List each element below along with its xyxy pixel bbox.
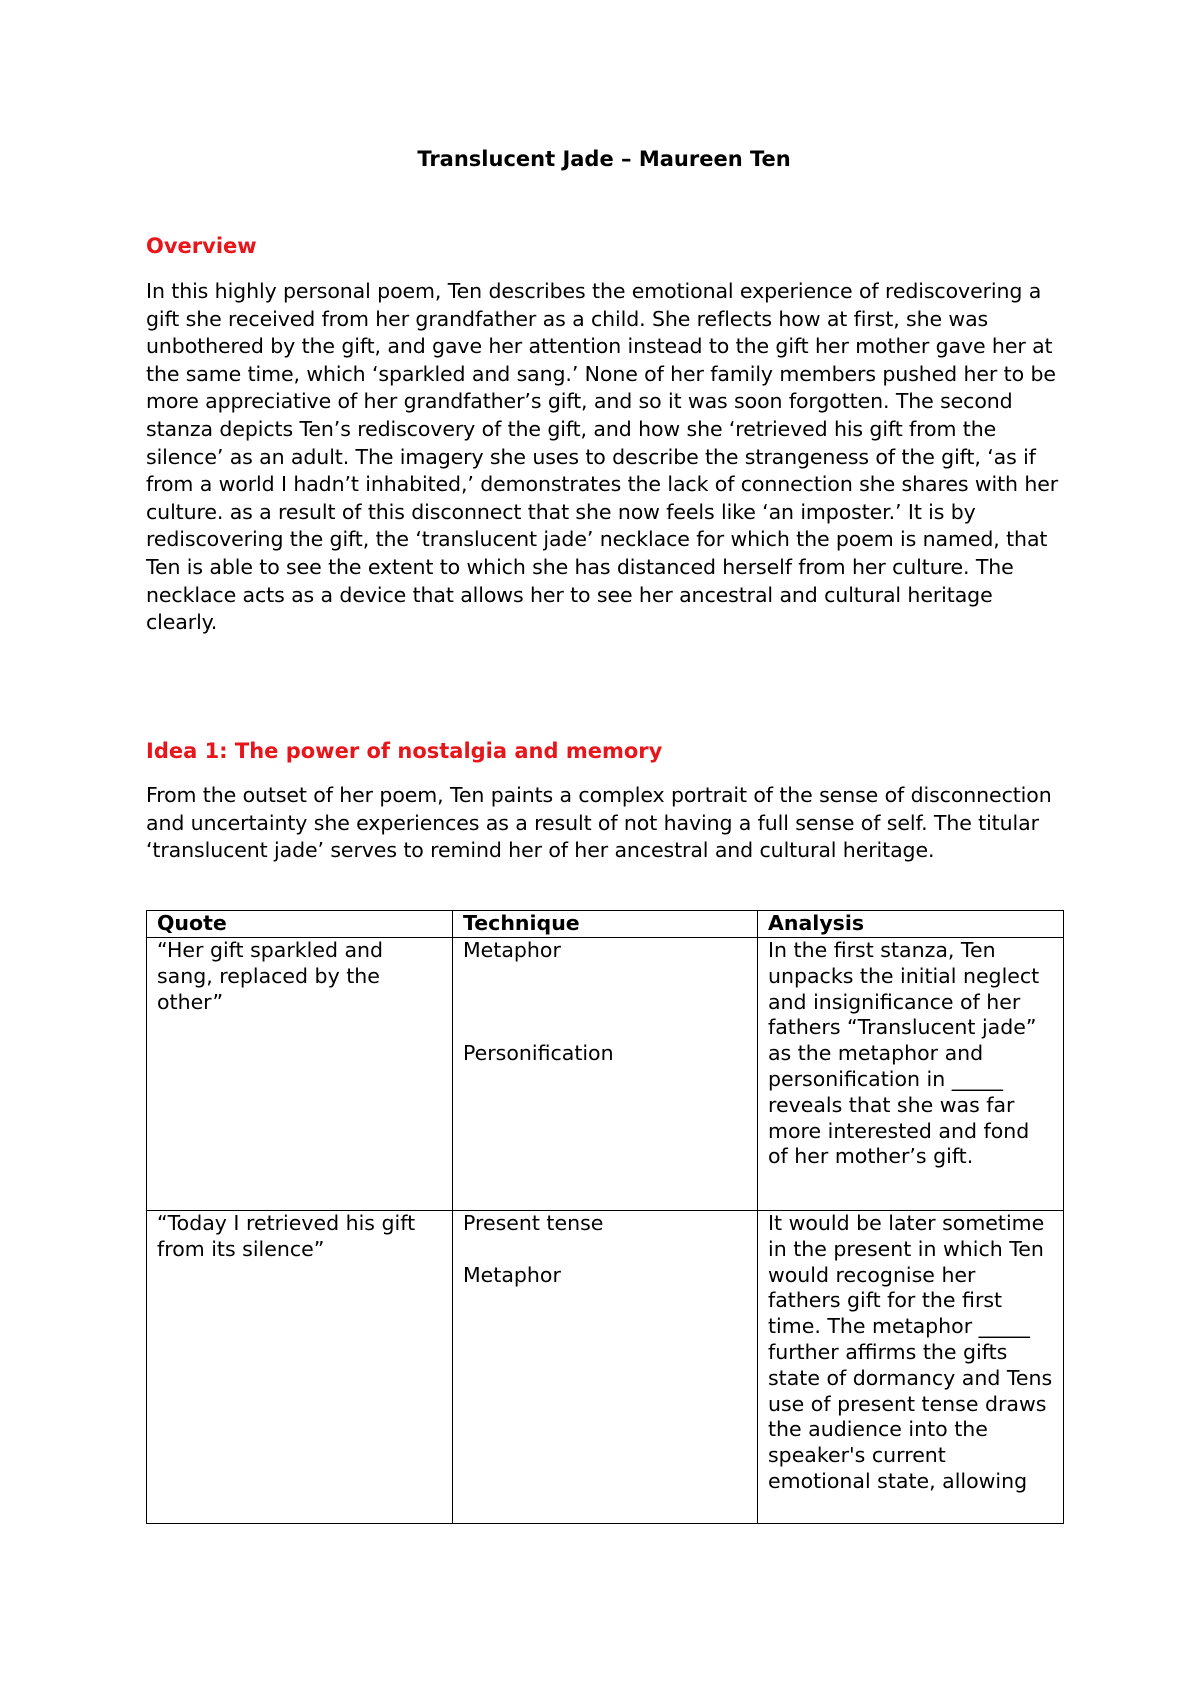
technique-cell — [453, 1211, 758, 1524]
quote-cell: “Today I retrieved his gift from its silence” — [147, 1211, 453, 1524]
technique-item: Present tense — [463, 1211, 604, 1235]
analysis-cell: In the first stanza, Ten unpacks the initial neglect and insignificance of her fathers “Translucent jade” as the metaphor and personification in _____ reveals that she was far more interested and fond of her mother’s gift. — [758, 938, 1064, 1211]
document-title: Translucent Jade – Maureen Ten — [417, 147, 791, 171]
idea1-paragraph: From the outset of her poem, Ten paints a complex portrait of the sense of disconnection and uncertainty she experiences as a result of not having a full sense of self. The titular ‘translucent jade’ serves to remind her of her ancestral and cultural heritage. — [146, 783, 1052, 863]
technique-item: Personification — [463, 1041, 614, 1066]
header-quote: Quote — [147, 911, 453, 938]
header-analysis: Analysis — [758, 911, 1064, 938]
table-row — [147, 1211, 1064, 1524]
table-header-row — [147, 911, 1064, 938]
technique-item: Metaphor — [463, 1262, 561, 1287]
idea1-heading: Idea 1: The power of nostalgia and memory — [146, 739, 663, 763]
technique-item: Metaphor — [463, 938, 561, 962]
technique-cell — [453, 938, 758, 1211]
header-technique: Technique — [453, 911, 758, 938]
table-row — [147, 938, 1064, 1211]
overview-heading: Overview — [146, 234, 257, 258]
quote-cell: “Her gift sparkled and sang, replaced by the other” — [147, 938, 453, 1211]
analysis-table — [146, 910, 1064, 1524]
analysis-cell: It would be later sometime in the present in which Ten would recognise her fathers gift for the first time. The metaphor _____ further affirms the gifts state of dormancy and Tens use of present tense draws the audience into the speaker's current emotional state, allowing — [758, 1211, 1064, 1524]
overview-paragraph: In this highly personal poem, Ten describes the emotional experience of rediscovering a gift she received from her grandfather as a child. She reflects how at first, she was unbothered by the gift, and gave her attention instead to the gift her mother gave her at the same time, which ‘sparkled and sang.’ None of her family members pushed her to be more appreciative of her grandfather’s gift, and so it was soon forgotten. The second stanza depicts Ten’s rediscovery of the gift, and how she ‘retrieved his gift from the silence’ as an adult. The imagery she uses to describe the strangeness of the gift, ‘as if from a world I hadn’t inhabited,’ demonstrates the lack of connection she shares with her culture. as a result of this disconnect that she now feels like ‘an imposter.’ It is by rediscovering the gift, the ‘translucent jade’ necklace for which the poem is named, that Ten is able to see the extent to which she has distanced herself from her culture. The necklace acts as a device that allows her to see her ancestral and cultural heritage clearly. — [146, 279, 1059, 635]
